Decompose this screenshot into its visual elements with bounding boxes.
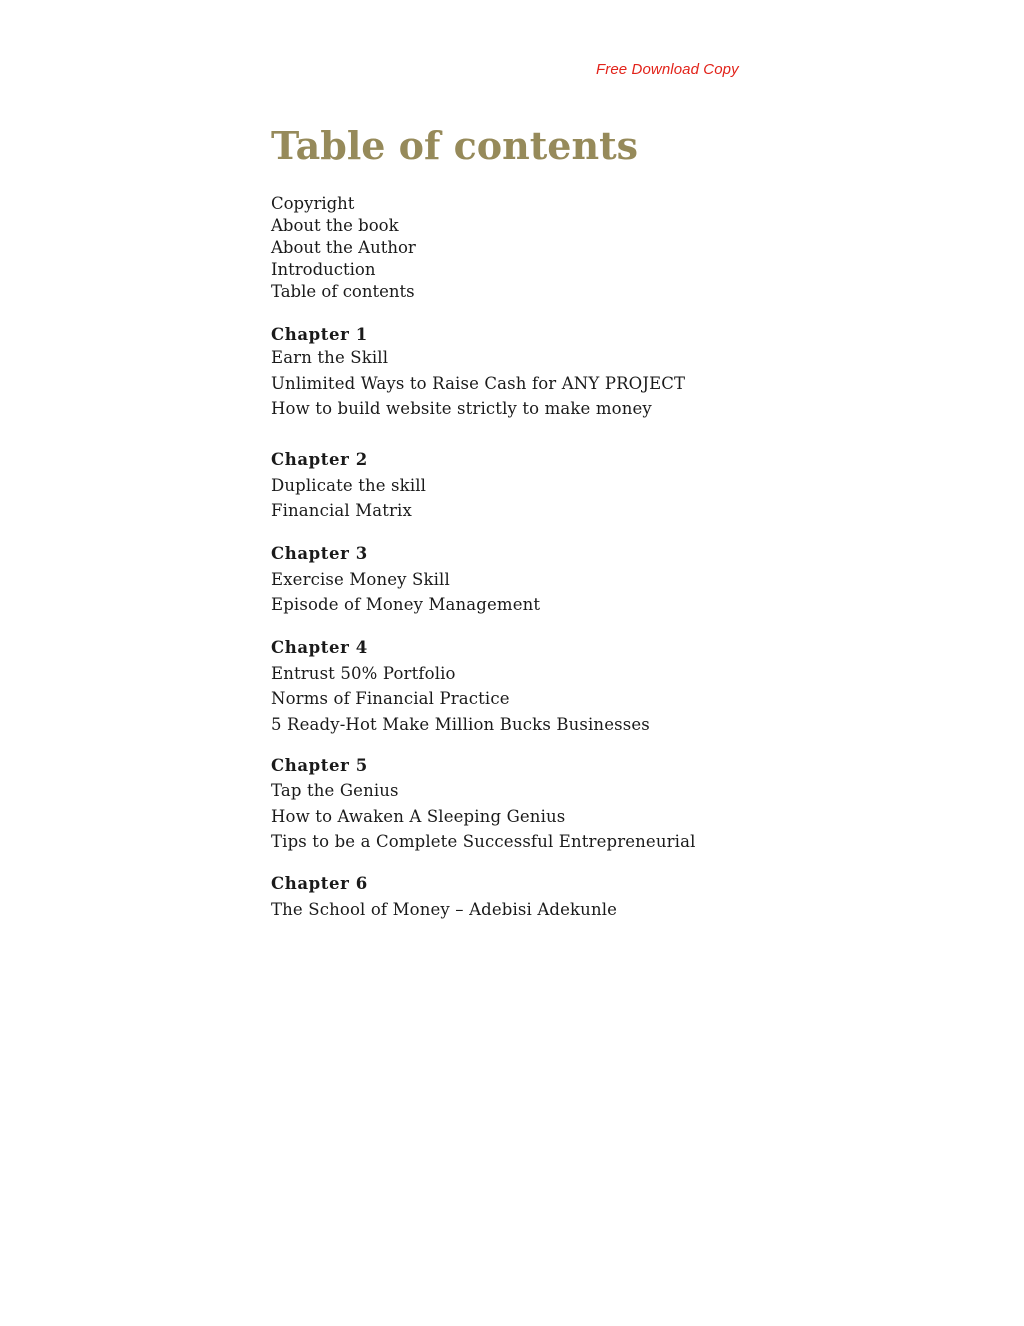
chapter-heading[interactable]: Chapter 4	[271, 637, 368, 657]
toc-entry[interactable]: Duplicate the skill	[271, 475, 427, 495]
toc-entry[interactable]: Episode of Money Management	[271, 595, 541, 614]
table-of-contents	[271, 193, 871, 922]
toc-entry[interactable]: 5 Ready-Hot Make Million Bucks Businesses	[271, 714, 650, 734]
chapter-heading[interactable]: Chapter 2	[271, 449, 368, 469]
chapter-4-section	[271, 635, 871, 738]
toc-entry[interactable]: The School of Money – Adebisi Adekunle	[271, 899, 618, 919]
chapter-2-section	[271, 447, 871, 524]
toc-entry[interactable]: How to Awaken A Sleeping Genius	[271, 806, 566, 826]
toc-entry-about-author[interactable]: About the Author	[271, 238, 416, 257]
toc-entry[interactable]: How to build website strictly to make money	[271, 399, 652, 418]
watermark-text: Free Download Copy	[596, 61, 739, 78]
chapter-heading[interactable]: Chapter 1	[271, 325, 368, 344]
chapter-heading[interactable]: Chapter 6	[271, 873, 368, 893]
toc-entry-about-book[interactable]: About the book	[271, 216, 399, 235]
toc-entry[interactable]: Tap the Genius	[271, 781, 399, 800]
chapter-heading[interactable]: Chapter 3	[271, 543, 368, 563]
toc-entry-introduction[interactable]: Introduction	[271, 260, 376, 279]
toc-entry[interactable]: Entrust 50% Portfolio	[271, 663, 456, 683]
chapter-3-section	[271, 541, 871, 618]
toc-entry[interactable]: Earn the Skill	[271, 348, 389, 367]
front-matter-list	[271, 193, 871, 303]
toc-entry-copyright[interactable]: Copyright	[271, 194, 355, 213]
toc-entry[interactable]: Norms of Financial Practice	[271, 689, 510, 708]
toc-entry[interactable]: Unlimited Ways to Raise Cash for ANY PROJECT	[271, 373, 686, 393]
toc-entry[interactable]: Exercise Money Skill	[271, 569, 450, 589]
chapter-1-section	[271, 325, 871, 422]
page-title: Table of contents	[271, 123, 639, 168]
toc-entry[interactable]: Tips to be a Complete Successful Entrepreneurial	[271, 832, 696, 851]
chapter-5-section	[271, 753, 871, 855]
toc-entry[interactable]: Financial Matrix	[271, 501, 412, 520]
chapter-6-section	[271, 871, 871, 923]
toc-entry-table-of-contents[interactable]: Table of contents	[271, 282, 415, 301]
chapter-heading[interactable]: Chapter 5	[271, 756, 368, 775]
